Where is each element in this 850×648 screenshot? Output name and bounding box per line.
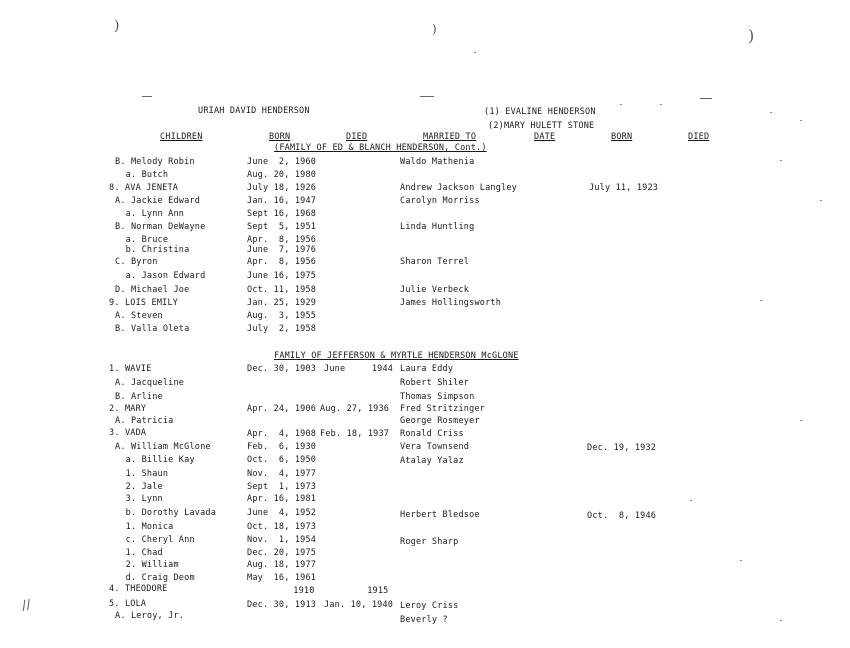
- scan-mark: [780, 620, 782, 621]
- spouse-born: Oct. 8, 1946: [587, 511, 657, 521]
- child-name: c. Cheryl Ann: [115, 535, 195, 545]
- born-date: Nov. 1, 1954: [247, 535, 317, 545]
- married-to: Atalay Yalaz: [400, 456, 464, 466]
- col-died: DIED: [346, 132, 368, 142]
- born-date: Dec. 20, 1975: [247, 548, 317, 558]
- married-to: George Rosmeyer: [400, 416, 480, 426]
- born-date: Apr. 8, 1956: [247, 257, 317, 267]
- child-name: A. Steven: [115, 311, 163, 321]
- child-name: 1. WAVIE: [109, 364, 152, 374]
- born-date: June 16, 1975: [247, 271, 317, 281]
- scan-mark: [740, 560, 742, 561]
- child-name: d. Craig Deom: [115, 573, 195, 583]
- child-name: 1. Shaun: [115, 469, 169, 479]
- born-date: Dec. 30, 1913: [247, 600, 317, 610]
- married-to: Fred Stritzinger: [400, 404, 486, 414]
- died-date: Jan. 10, 1940: [324, 600, 394, 610]
- married-to: Carolyn Morriss: [400, 196, 480, 206]
- section-title-2: FAMILY OF JEFFERSON & MYRTLE HENDERSON McGLONE: [274, 351, 519, 361]
- born-date: Dec. 30, 1903: [247, 364, 317, 374]
- born-date: June 2, 1960: [247, 157, 317, 167]
- col-spouse-died: DIED: [688, 132, 710, 142]
- born-date: Apr. 24, 1906: [247, 404, 317, 414]
- born-date: 1910: [272, 586, 315, 596]
- col-date: DATE: [534, 132, 556, 142]
- scan-mark: [800, 120, 802, 121]
- died-date: 1915: [330, 586, 389, 596]
- child-name: A. Jacqueline: [115, 378, 185, 388]
- scan-mark: [474, 52, 476, 53]
- born-date: June 4, 1952: [247, 508, 317, 518]
- born-date: Jan. 25, 1929: [247, 298, 317, 308]
- child-name: 1. Chad: [115, 548, 163, 558]
- married-to: James Hollingsworth: [400, 298, 502, 308]
- born-date: Apr. 16, 1981: [247, 494, 317, 504]
- child-name: b. Christina: [115, 245, 190, 255]
- child-name: 8. AVA JENETA: [109, 183, 179, 193]
- child-name: a. Billie Kay: [115, 455, 195, 465]
- born-date: Nov. 4, 1977: [247, 469, 317, 479]
- married-to: Waldo Mathenia: [400, 157, 475, 167]
- born-date: Sept 16, 1968: [247, 209, 317, 219]
- born-date: Sept 5, 1951: [247, 222, 317, 232]
- born-date: Oct. 18, 1973: [247, 522, 317, 532]
- married-to: Robert Shiler: [400, 378, 470, 388]
- born-date: Feb. 6, 1930: [247, 442, 317, 452]
- died-date: Aug. 27, 1936: [320, 404, 390, 414]
- child-name: D. Michael Joe: [115, 285, 190, 295]
- child-name: a. Lynn Ann: [115, 209, 185, 219]
- scan-mark: //: [20, 597, 33, 614]
- died-date: June 1944: [324, 364, 394, 374]
- born-date: Aug. 18, 1977: [247, 560, 317, 570]
- born-date: May 16, 1961: [247, 573, 317, 583]
- born-date: Aug. 20, 1980: [247, 170, 317, 180]
- child-name: B. Norman DeWayne: [115, 222, 206, 232]
- child-name: b. Dorothy Lavada: [115, 508, 217, 518]
- scan-mark: [800, 420, 802, 421]
- scan-mark: [780, 160, 782, 161]
- married-to: Linda Huntling: [400, 222, 475, 232]
- col-married-to: MARRIED TO: [423, 132, 477, 142]
- born-date: Jan. 16, 1947: [247, 196, 317, 206]
- born-date: Apr. 4, 1908: [247, 429, 317, 439]
- born-date: Aug. 3, 1955: [247, 311, 317, 321]
- born-date: Sept 1, 1973: [247, 482, 317, 492]
- married-to: Laura Eddy: [400, 364, 454, 374]
- scan-mark: [620, 104, 622, 105]
- child-name: 2. Jale: [115, 482, 163, 492]
- spouse-born: Dec. 19, 1932: [587, 443, 657, 453]
- child-name: B. Valla Oleta: [115, 324, 190, 334]
- subject-name: URIAH DAVID HENDERSON: [198, 106, 310, 116]
- child-name: B. Arline: [115, 392, 163, 402]
- child-name: A. Leroy, Jr.: [115, 611, 185, 621]
- born-date: Oct. 11, 1958: [247, 285, 317, 295]
- spouse-1: (1) EVALINE HENDERSON: [484, 107, 596, 117]
- child-name: 3. VADA: [109, 428, 147, 438]
- married-to: Vera Townsend: [400, 442, 470, 452]
- born-date: Oct. 6, 1950: [247, 455, 317, 465]
- born-date: July 2, 1958: [247, 324, 317, 334]
- died-date: Feb. 18, 1937: [320, 429, 390, 439]
- scan-mark: ): [432, 22, 437, 36]
- child-name: A. Patricia: [115, 416, 174, 426]
- child-name: B. Melody Robin: [115, 157, 195, 167]
- col-born: BORN: [269, 132, 291, 142]
- married-to: Thomas Simpson: [400, 392, 475, 402]
- child-name: 9. LOIS EMILY: [109, 298, 179, 308]
- scan-mark: [420, 96, 434, 97]
- born-date: Apr. 8, 1956: [247, 235, 317, 245]
- child-name: 1. Monica: [115, 522, 174, 532]
- child-name: A. William McGlone: [115, 442, 211, 452]
- spouse-2: (2)MARY HULETT STONE: [488, 121, 595, 131]
- scan-mark: [660, 104, 662, 105]
- col-spouse-born: BORN: [611, 132, 633, 142]
- scan-mark: [700, 98, 712, 99]
- child-name: 5. LOLA: [109, 599, 147, 609]
- married-to: Leroy Criss: [400, 601, 459, 611]
- child-name: 2. William: [115, 560, 179, 570]
- child-name: 2. MARY: [109, 404, 147, 414]
- scan-mark: ): [748, 26, 755, 45]
- married-to: Ronald Criss: [400, 429, 464, 439]
- married-to: Herbert Bledsoe: [400, 510, 480, 520]
- married-to: Roger Sharp: [400, 537, 459, 547]
- spouse-born: July 11, 1923: [589, 183, 659, 193]
- married-to: Sharon Terrel: [400, 257, 470, 267]
- married-to: Julie Verbeck: [400, 285, 470, 295]
- scan-mark: [770, 112, 772, 113]
- child-name: C. Byron: [115, 257, 158, 267]
- child-name: a. Butch: [115, 170, 169, 180]
- child-name: 4. THEODORE: [109, 584, 168, 594]
- born-date: July 18, 1926: [247, 183, 317, 193]
- child-name: A. Jackie Edward: [115, 196, 201, 206]
- child-name: a. Jason Edward: [115, 271, 206, 281]
- married-to: Andrew Jackson Langley: [400, 183, 517, 193]
- section-title-1: (FAMILY OF ED & BLANCH HENDERSON, Cont.): [274, 143, 487, 153]
- scan-mark: ): [114, 18, 120, 34]
- married-to: Beverly ?: [400, 615, 448, 625]
- child-name: 3. Lynn: [115, 494, 163, 504]
- born-date: June 7, 1976: [247, 245, 317, 255]
- child-name: a. Bruce: [115, 235, 169, 245]
- scan-mark: [760, 300, 762, 301]
- scan-mark: [820, 200, 822, 201]
- scan-mark: [690, 500, 692, 501]
- scan-mark: [142, 96, 152, 97]
- col-children: CHILDREN: [160, 132, 203, 142]
